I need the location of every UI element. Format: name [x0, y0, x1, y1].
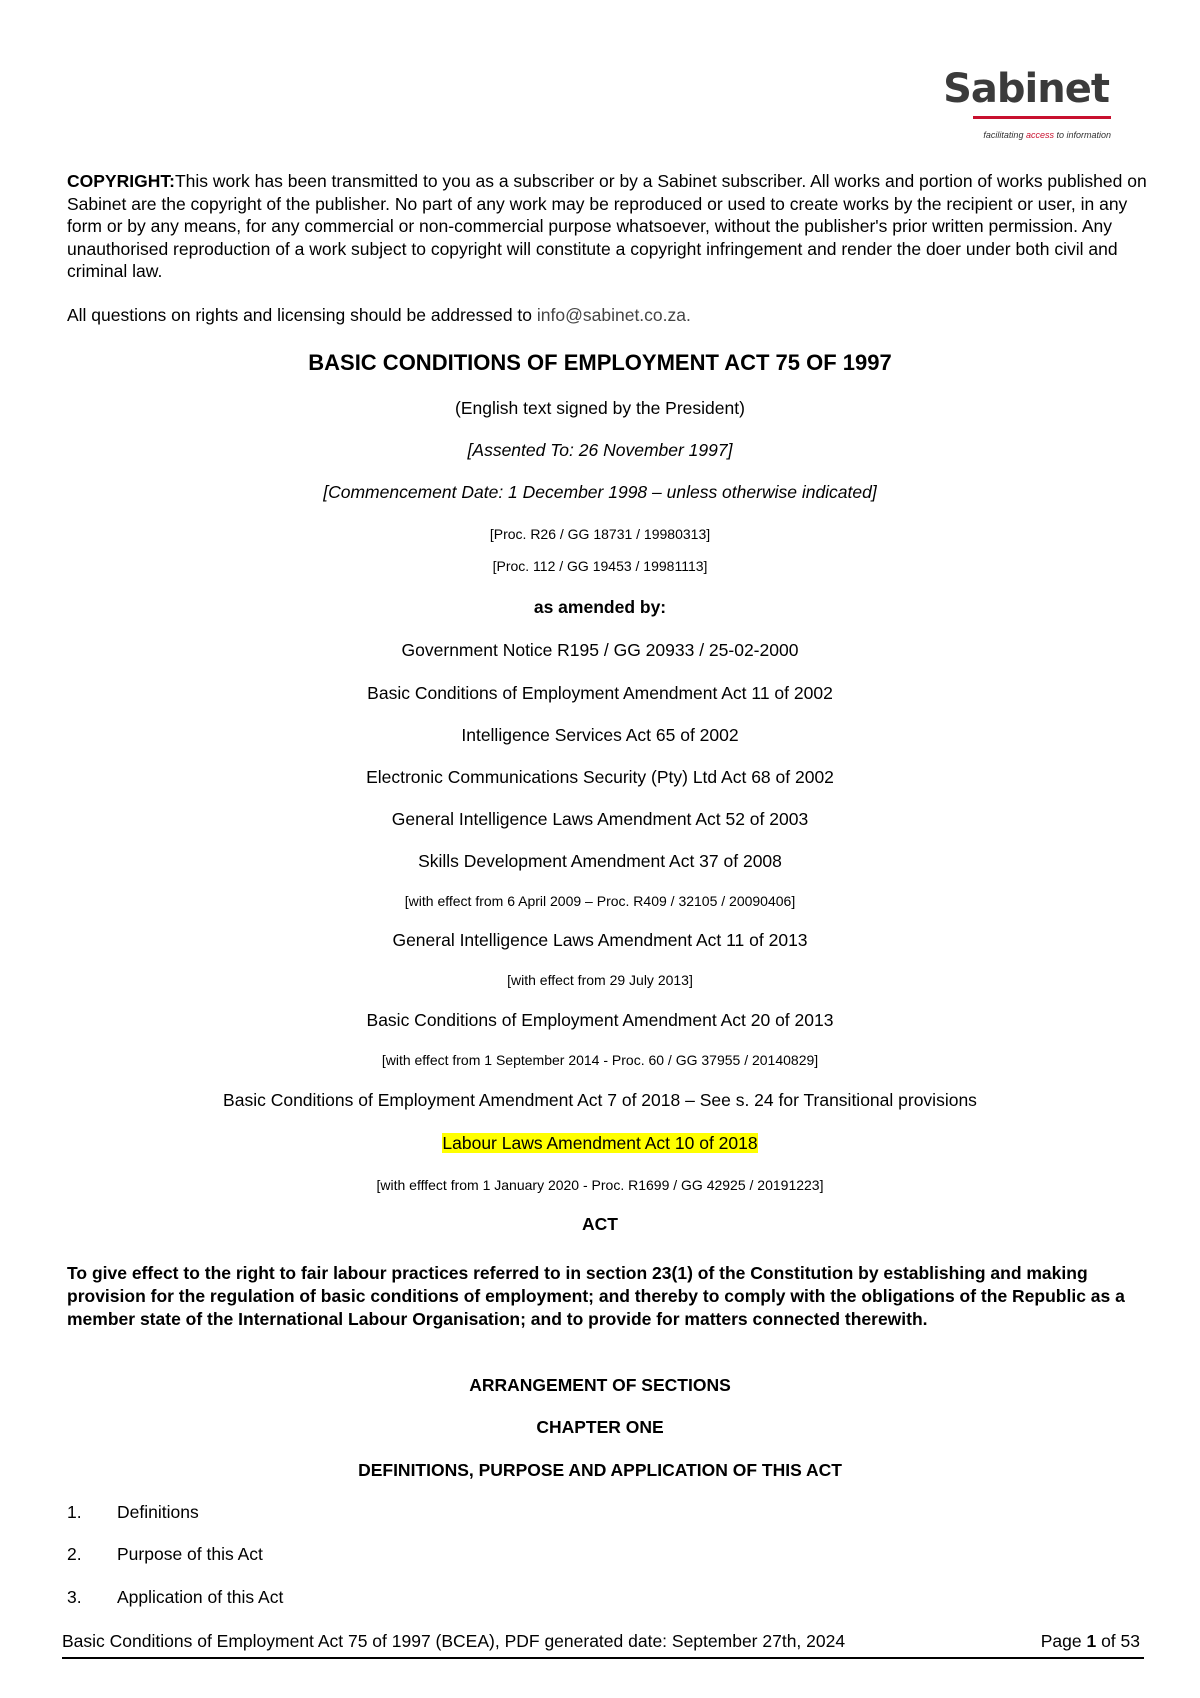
amended-by-heading: as amended by: [533, 597, 667, 617]
amendment-item: Intelligence Services Act 65 of 2002 [461, 725, 739, 745]
toc-item[interactable]: 3. Application of this Act [67, 1587, 284, 1607]
amendment-item: Government Notice R195 / GG 20933 / 25-02-2000 [401, 640, 799, 660]
arrangement-heading: ARRANGEMENT OF SECTIONS [469, 1375, 731, 1395]
copyright-label: COPYRIGHT: [67, 171, 175, 191]
amendment-note: [with efffect from 1 January 2020 - Proc. R1699 / GG 42925 / 20191223] [376, 1177, 824, 1193]
long-title: To give effect to the right to fair labour practices referred to in section 23(1) of the Constitution by establishing and making provision for the regulation of basic conditions of employment; and thereby to comply with the obligations of the Republic as a member state of the International Labour Organisation; and to provide for matters connected therewith. [67, 1263, 1125, 1329]
amendment-item: Basic Conditions of Employment Amendment Act 20 of 2013 [366, 1010, 834, 1030]
sabinet-logo [943, 66, 1115, 146]
amendment-item-highlighted: Labour Laws Amendment Act 10 of 2018 [442, 1133, 758, 1153]
assented-date: [Assented To: 26 November 1997] [467, 440, 733, 460]
amendment-item: Basic Conditions of Employment Amendment Act 7 of 2018 – See s. 24 for Transitional provisions [223, 1090, 977, 1110]
toc-item[interactable]: 2. Purpose of this Act [67, 1544, 263, 1564]
copyright-notice [67, 170, 1147, 283]
amendment-item: General Intelligence Laws Amendment Act 11 of 2013 [392, 930, 808, 950]
amendment-item: Basic Conditions of Employment Amendment Act 11 of 2002 [367, 683, 833, 703]
amendment-item: Electronic Communications Security (Pty) Ltd Act 68 of 2002 [366, 767, 834, 787]
chapter-heading: CHAPTER ONE [536, 1417, 664, 1437]
proclamation-1: [Proc. R26 / GG 18731 / 19980313] [489, 526, 711, 542]
copyright-text: This work has been transmitted to you as a subscriber or by a Sabinet subscriber. All works and portion of works published on Sabinet are the copyright of the publisher. No part of any work may be reproduced or used to create works by the recipient or user, in any form or by any means, for any commercial or non-commercial purpose whatsoever, without the publisher's prior written permission. Any unauthorised reproduction of a work subject to copyright will constitute a copyright infringement and render the doer under both civil and criminal law. [67, 171, 1147, 281]
toc-item[interactable]: 1. Definitions [67, 1502, 199, 1522]
document-title: BASIC CONDITIONS OF EMPLOYMENT ACT 75 OF 1997 [308, 350, 892, 375]
amendment-note: [with effect from 1 September 2014 - Proc. 60 / GG 37955 / 20140829] [381, 1052, 819, 1068]
amendment-item: General Intelligence Laws Amendment Act 52 of 2003 [391, 809, 809, 829]
logo-wordmark: Sabinet [943, 66, 1109, 112]
proclamation-2: [Proc. 112 / GG 19453 / 19981113] [492, 558, 708, 574]
signed-note: (English text signed by the President) [455, 398, 745, 418]
chapter-title: DEFINITIONS, PURPOSE AND APPLICATION OF THIS ACT [358, 1460, 842, 1480]
commencement-date: [Commencement Date: 1 December 1998 – unless otherwise indicated] [323, 482, 877, 502]
footer-document-info: Basic Conditions of Employment Act 75 of 1997 (BCEA), PDF generated date: September 27th, 2024 [62, 1631, 846, 1651]
logo-underline [973, 116, 1111, 119]
act-heading: ACT [582, 1214, 618, 1234]
amendment-note: [with effect from 29 July 2013] [507, 972, 693, 988]
email-link[interactable]: info@sabinet.co.za. [536, 305, 691, 325]
amendment-item: Skills Development Amendment Act 37 of 2008 [418, 851, 782, 871]
logo-tagline: facilitating access to information [983, 130, 1111, 140]
page-footer [62, 1631, 1144, 1659]
page-number: Page 1 of 53 [1040, 1631, 1140, 1651]
amendment-note: [with effect from 6 April 2009 – Proc. R409 / 32105 / 20090406] [404, 893, 796, 909]
licensing-questions: All questions on rights and licensing should be addressed to info@sabinet.co.za. [67, 305, 691, 325]
